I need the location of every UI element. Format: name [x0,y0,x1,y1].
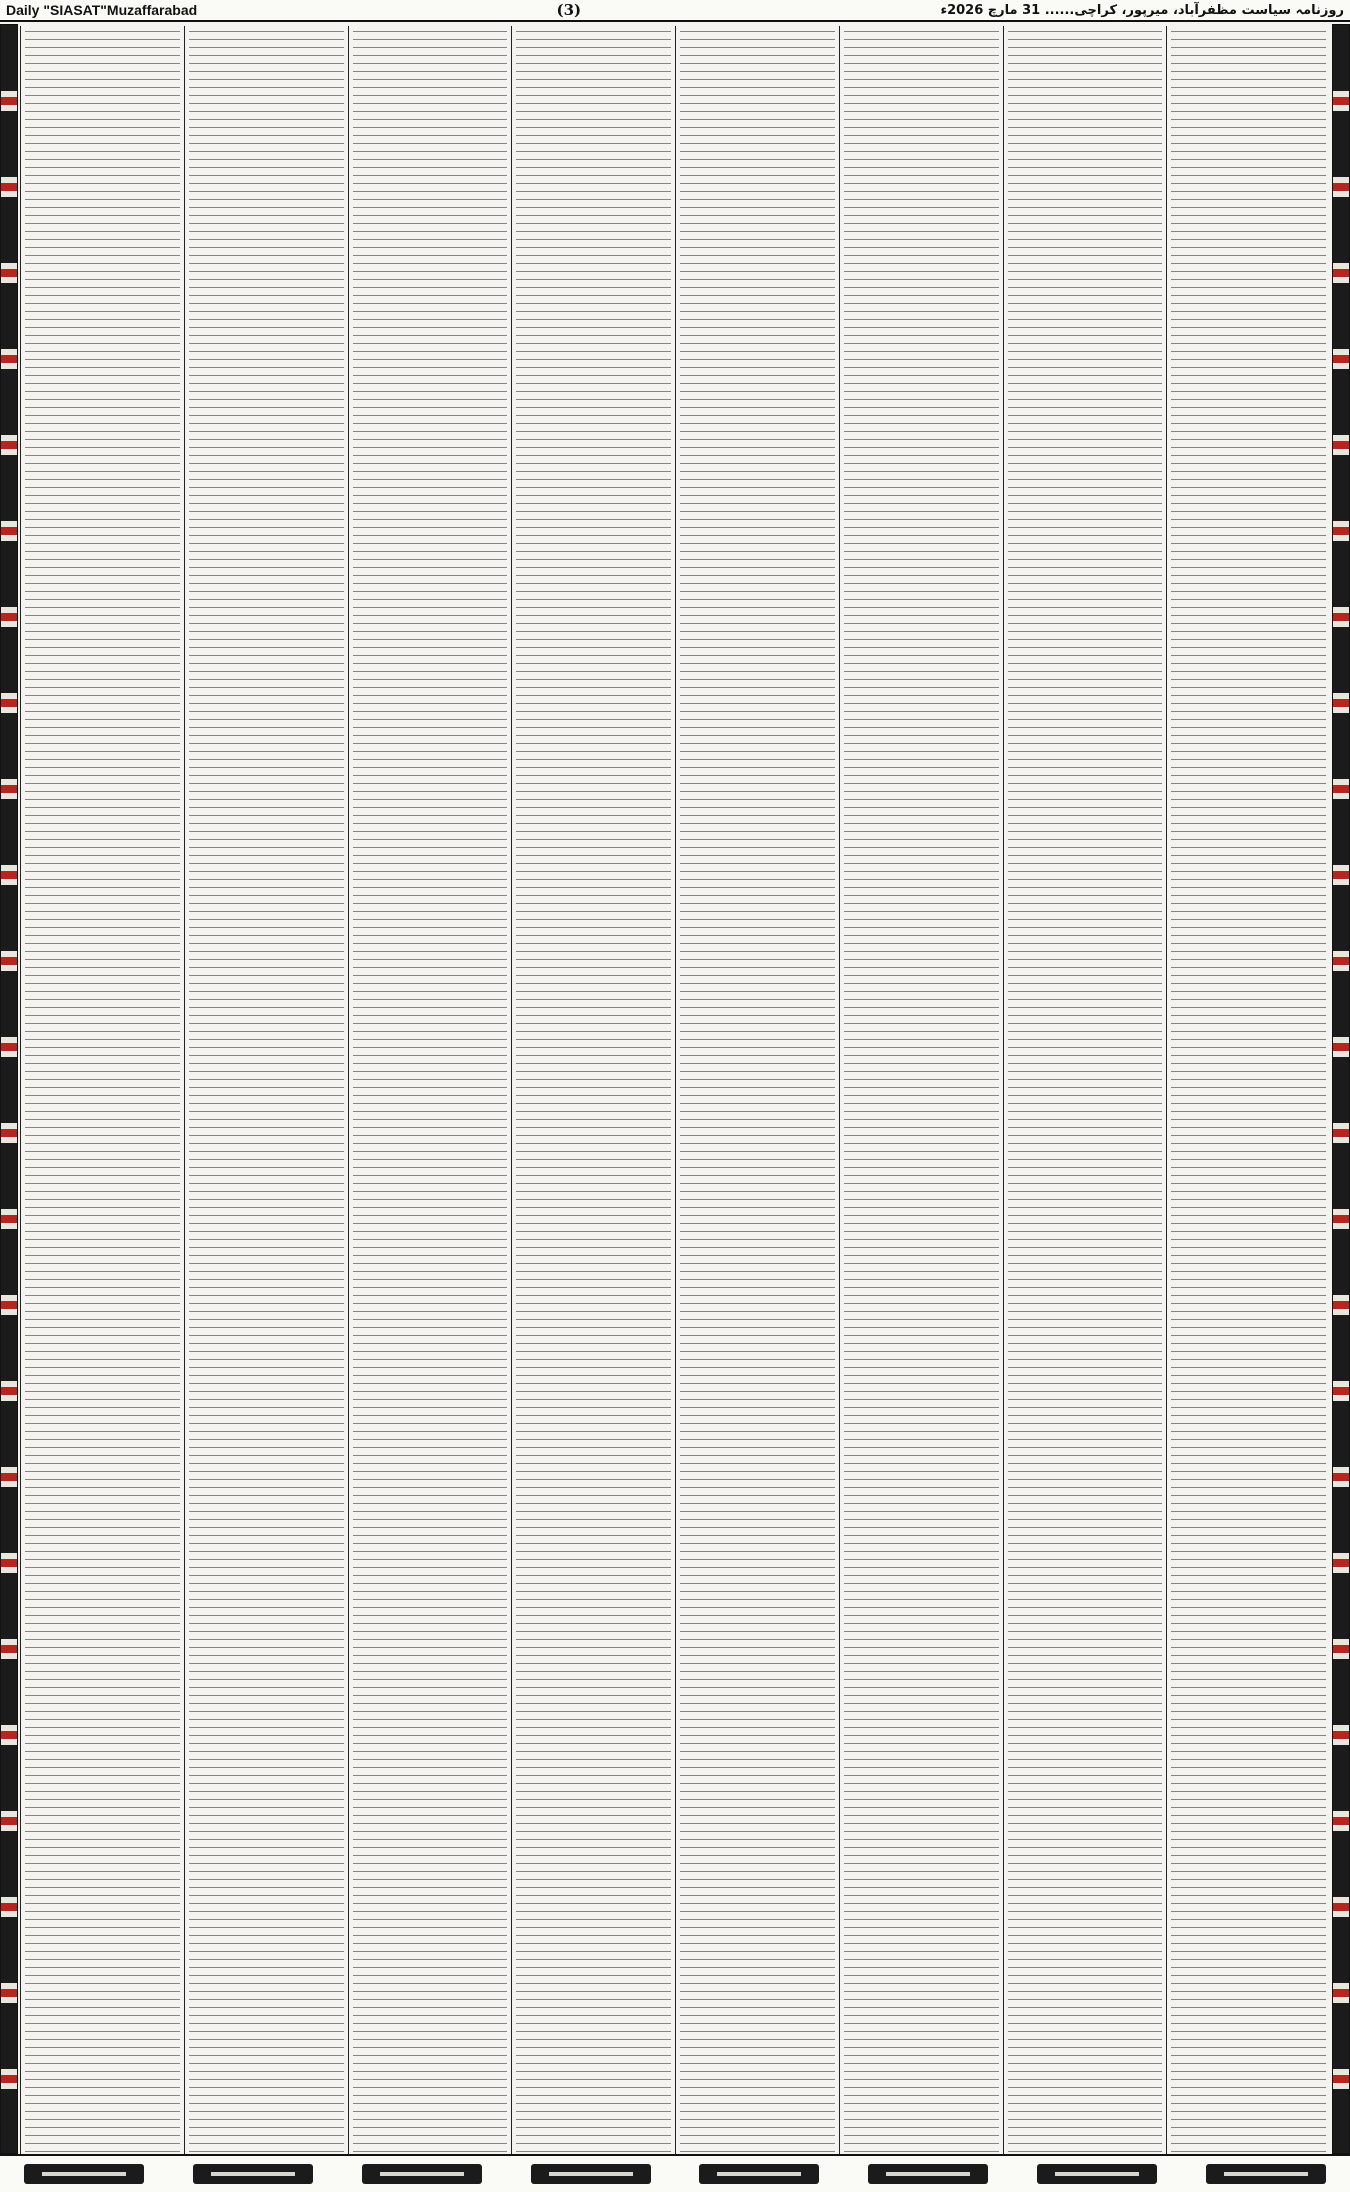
footer-banner-tile [699,2164,819,2184]
column-text-block [844,28,999,2152]
news-column [1003,26,1167,2154]
column-text-block [516,28,671,2152]
masthead [0,0,1350,22]
decorative-border-left [0,24,18,2154]
masthead-paper-name: Daily "SIASAT"Muzaffarabad [6,2,198,18]
page-number: (3) [556,1,582,19]
footer-banner-tile [868,2164,988,2184]
column-text-block [1008,28,1163,2152]
masthead-date-line: روزنامہ سیاست مظفرآباد، میرپور، کراچی...... 31 مارچ 2026ء [940,2,1344,18]
news-column [20,26,184,2154]
news-column [348,26,512,2154]
column-text-block [353,28,508,2152]
footer-banner-tile [24,2164,144,2184]
news-column [511,26,675,2154]
footer-banner-tile [1037,2164,1157,2184]
column-text-block [25,28,180,2152]
footer-banner-row [0,2154,1350,2192]
news-column [839,26,1003,2154]
news-column [184,26,348,2154]
footer-banner-tile [531,2164,651,2184]
footer-banner-tile [362,2164,482,2184]
news-column [1166,26,1330,2154]
footer-banner-tile [193,2164,313,2184]
footer-banner-tile [1206,2164,1326,2184]
column-text-block [680,28,835,2152]
column-text-block [189,28,344,2152]
decorative-border-right [1332,24,1350,2154]
news-column [675,26,839,2154]
news-columns [20,26,1330,2154]
column-text-block [1171,28,1326,2152]
